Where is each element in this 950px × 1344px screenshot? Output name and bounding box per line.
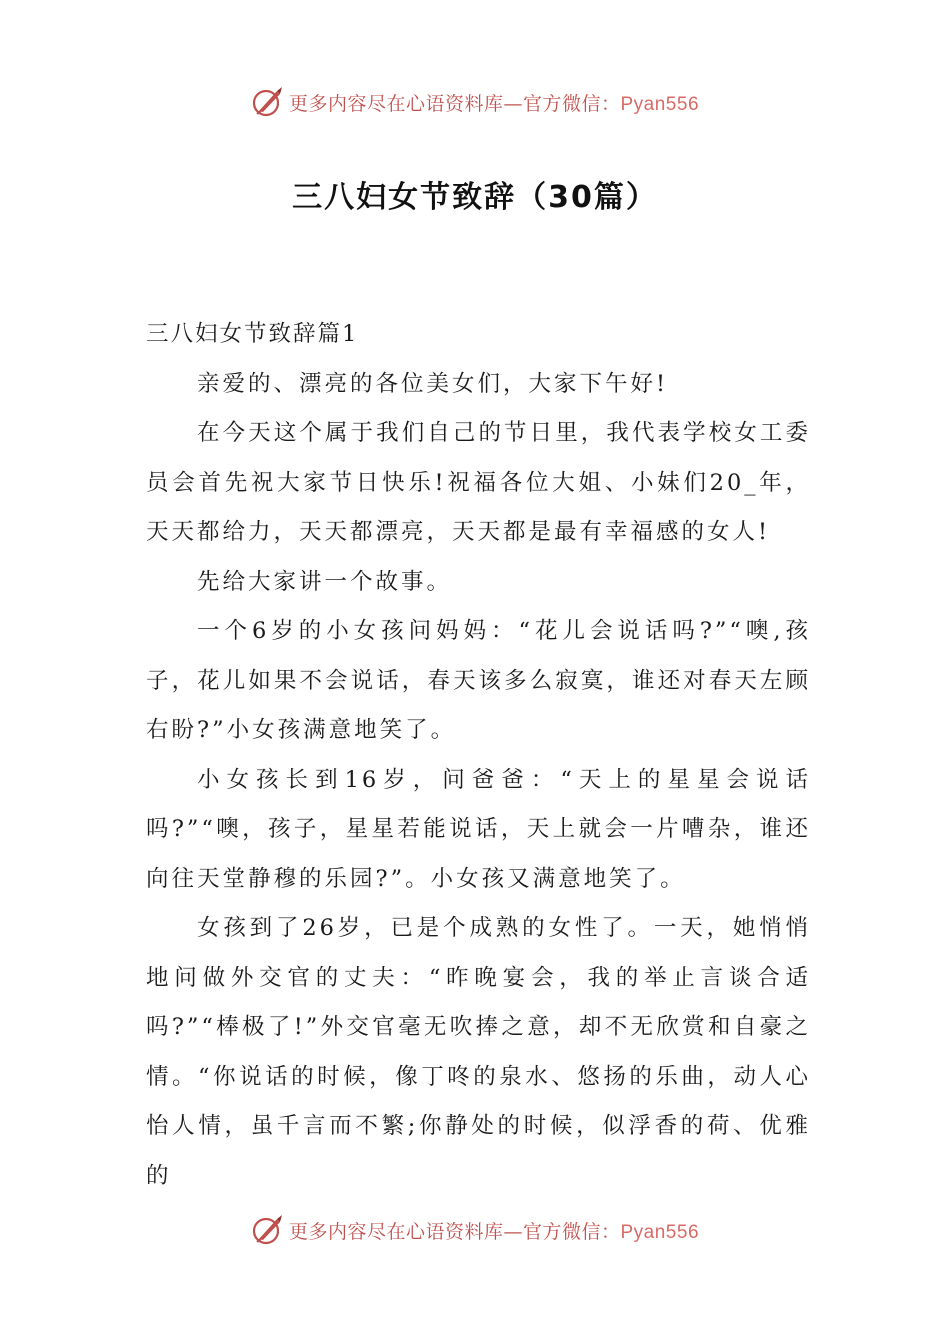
paragraph: 亲爱的、漂亮的各位美女们，大家下午好! (197, 370, 669, 397)
paragraph: 在今天这个属于我们自己的节日里，我代表学校女工委员会首先祝大家节日快乐!祝福各位大姐、小妹们20_年，天天都给力，天天都漂亮，天天都是最有幸福感的女人! (146, 420, 811, 545)
section-heading: 三八妇女节致辞篇1 (146, 321, 359, 347)
document-body (146, 310, 811, 1201)
wechat-id: Pyan556 (620, 93, 700, 115)
footer-banner (0, 1210, 950, 1250)
banner-text (289, 89, 699, 116)
wechat-id: Pyan556 (620, 1221, 700, 1243)
paragraph: 一个6岁的小女孩问妈妈：“花儿会说话吗?”“噢,孩子，花儿如果不会说话，春天该多么寂寞，谁还对春天左顾右盼?”小女孩满意地笑了。 (146, 618, 811, 743)
paragraph: 小女孩长到16岁，问爸爸：“天上的星星会说话吗?”“噢，孩子，星星若能说话，天上就会一片嘈杂，谁还向往天堂静穆的乐园?”。小女孩又满意地笑了。 (146, 766, 811, 892)
header-banner (0, 82, 950, 122)
quill-logo-icon (251, 1213, 285, 1247)
paragraph: 先给大家讲一个故事。 (197, 568, 453, 595)
banner-text (289, 1217, 699, 1244)
paragraph: 女孩到了26岁，已是个成熟的女性了。一天，她悄悄地问做外交官的丈夫：“昨晚宴会，我的举止言谈合适吗?”“棒极了!”外交官毫无吹捧之意，却不无欣赏和自豪之情。“你说话的时候，像丁咚的泉水、悠扬的乐曲，动人心怡人情，虽千言而不繁;你静处的时候，似浮香的荷、优雅的 (146, 915, 811, 1189)
document-title: 三八妇女节致辞（30篇） (292, 180, 658, 215)
banner-label: 更多内容尽在心语资料库—官方微信： (288, 1220, 621, 1243)
quill-logo-icon (251, 85, 285, 119)
banner-label: 更多内容尽在心语资料库—官方微信： (288, 92, 621, 115)
